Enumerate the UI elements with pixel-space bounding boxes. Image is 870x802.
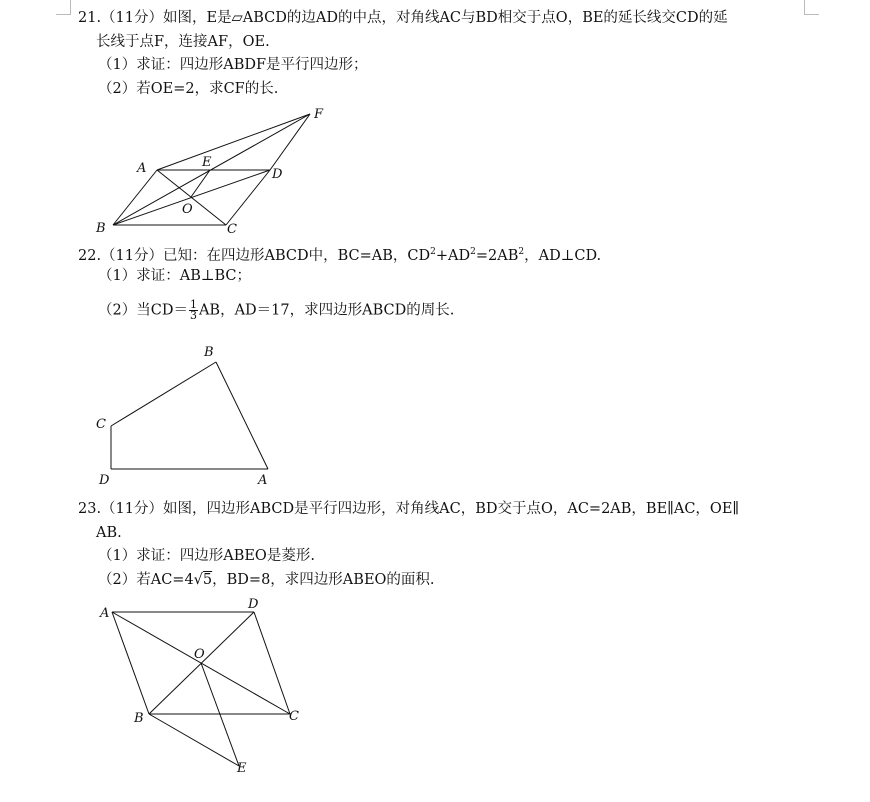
q23-part2: （2）若AC=4√5，BD=8，求四边形ABEO的面积. <box>98 572 435 588</box>
q21-label-F: F <box>314 107 324 122</box>
q22-part2: （2）当CD＝ $\frac{1}{3}$ AB，AD＝17，求四边形ABCD的周长. <box>98 298 455 322</box>
q21-label-A: A <box>137 161 147 176</box>
q23-label-A: A <box>100 606 110 621</box>
q23-seg-BE <box>149 714 239 766</box>
corner-mark-right <box>804 0 819 15</box>
q22-label-A: A <box>258 473 268 488</box>
q21-figure <box>90 100 350 238</box>
sqrt-sign: √ <box>193 572 203 588</box>
q21-seg-AB <box>113 170 157 225</box>
q22-figure <box>90 340 290 492</box>
q23-stem-line2: AB. <box>96 525 122 541</box>
q23-label-C: C <box>289 709 299 724</box>
q23-label-D: D <box>248 597 259 612</box>
q21-stem-line1: 21.（11分）如图，E是▱ABCD的边AD的中点，对角线AC与BD相交于点O，BE的延长线交CD的延 <box>78 10 728 26</box>
q22-label-C: C <box>96 417 106 432</box>
q22-stem-line1: 22.（11分）已知：在四边形ABCD中，BC=AB，$CD^2+AD^2=2AB^2$，AD⊥CD. <box>78 247 602 264</box>
q21-label-E: E <box>202 155 212 170</box>
q21-seg-OE <box>191 170 210 197</box>
q22-seg-BA <box>216 362 268 469</box>
q21-label-C: C <box>227 222 237 237</box>
q22-seg-CB <box>111 362 216 426</box>
q23-part1: （1）求证：四边形ABEO是菱形. <box>98 548 315 564</box>
q21-label-O: O <box>182 202 193 217</box>
q21-label-D: D <box>272 167 283 182</box>
q23-seg-DC <box>254 612 290 714</box>
q22-label-B: B <box>204 345 214 360</box>
q23-label-B: B <box>134 711 144 726</box>
q22-fraction: $\frac{1}{3}$ <box>189 298 197 322</box>
q23-label-O: O <box>194 647 205 662</box>
q23-label-E: E <box>237 761 247 776</box>
q21-part1: （1）求证：四边形ABDF是平行四边形； <box>98 57 368 73</box>
q23-seg-AB <box>112 612 149 714</box>
q21-seg-AF <box>157 114 310 170</box>
q23-stem-line1: 23.（11分）如图，四边形ABCD是平行四边形，对角线AC，BD交于点O，AC=2AB，BE∥AC，OE∥ <box>78 501 740 517</box>
q22-label-D: D <box>99 473 110 488</box>
q21-label-B: B <box>96 221 106 236</box>
q21-stem-line2: 长线于点F，连接AF，OE. <box>96 34 270 50</box>
q21-seg-CD <box>226 170 270 225</box>
corner-mark-left <box>56 0 71 15</box>
q23-figure <box>92 592 322 782</box>
q21-part2: （2）若OE=2，求CF的长. <box>98 81 279 97</box>
q21-seg-DF <box>270 114 310 170</box>
q22-part1: （1）求证：AB⊥BC； <box>98 268 252 284</box>
